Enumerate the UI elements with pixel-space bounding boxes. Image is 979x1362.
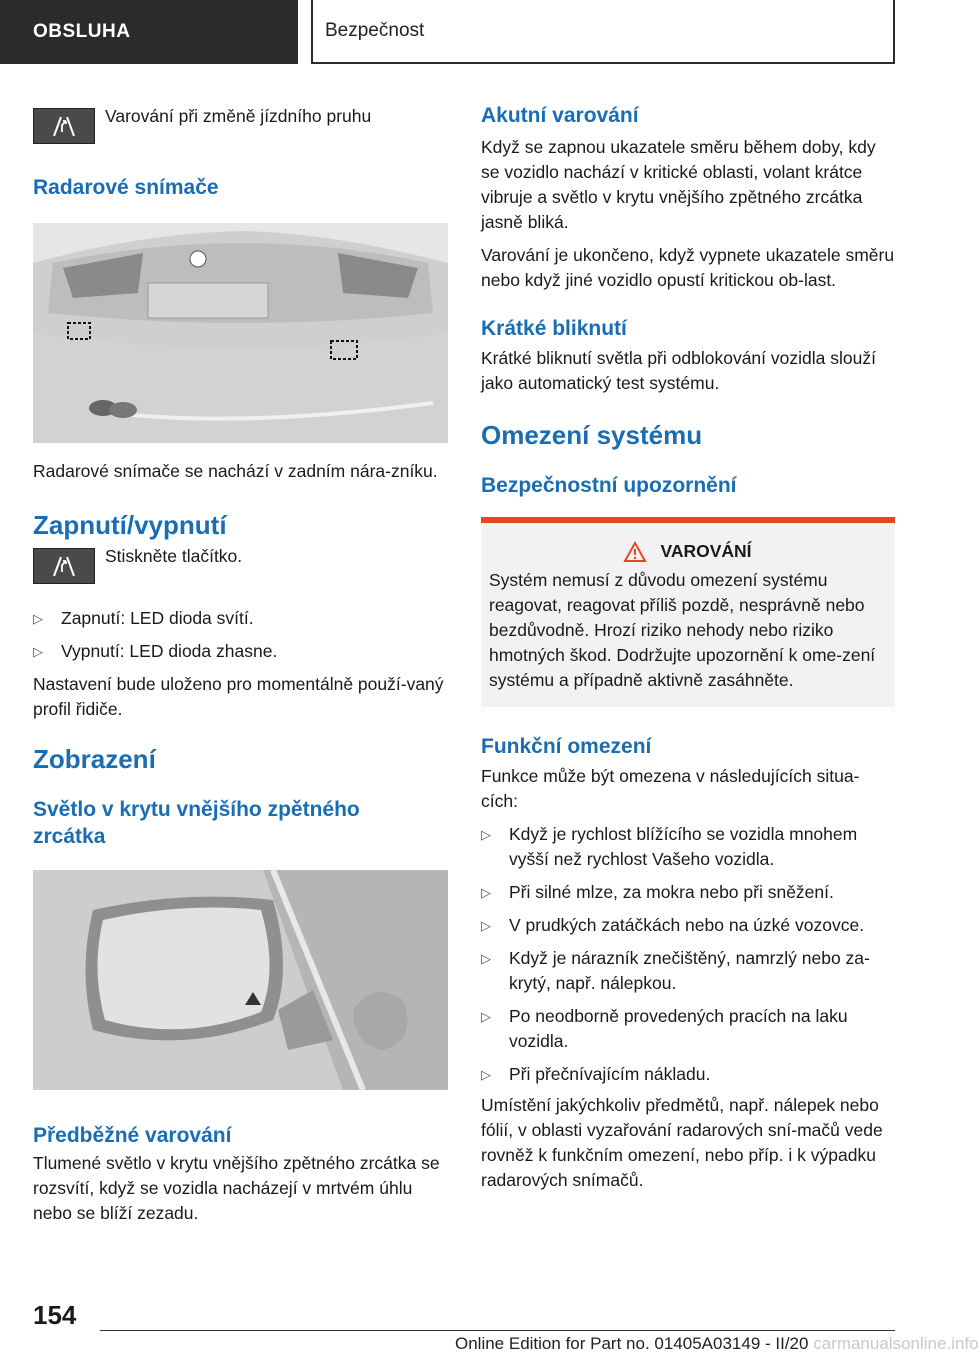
bullet-triangle-icon: ▷: [481, 951, 491, 966]
list-item: [481, 913, 895, 938]
pre-warning-text: Tlumené světlo v krytu vnějšího zpětného zrcátka se rozsvítí, když se vozidla nacházejí v mrtvém úhlu nebo se blíží zezadu.: [33, 1153, 440, 1223]
list-item-text: Po neodborně provedených pracích na laku vozidla.: [509, 1006, 848, 1051]
list-item: [481, 822, 895, 872]
list-item: [481, 1062, 895, 1087]
display-heading: Zobrazení: [33, 744, 156, 774]
list-item-text: Při silné mlze, za mokra nebo při sněžení.: [509, 882, 834, 902]
acute-text-1: Když se zapnou ukazatele směru během doby, kdy se vozidlo nachází v kritické oblasti, volant krátce vibruje a světlo v krytu vnějšího zpětného zrcátka jasně bliká.: [481, 137, 876, 232]
list-item-text: Když je rychlost blížícího se vozidla mnohem vyšší než rychlost Vašeho vozidla.: [509, 824, 858, 869]
acute-heading: Akutní varování: [481, 104, 639, 127]
bullet-triangle-icon: ▷: [481, 1009, 491, 1024]
press-button-text: Stiskněte tlačítko.: [105, 546, 243, 566]
list-item-text: Zapnutí: LED dioda svítí.: [61, 608, 254, 628]
watermark-text: carmanualsonline.info: [813, 1334, 979, 1353]
func-text: Funkce může být omezena v následujících situa-cích:: [481, 766, 860, 811]
func-heading: Funkční omezení: [481, 735, 652, 758]
warning-triangle-icon: [624, 542, 646, 562]
list-item: [481, 946, 895, 996]
left-column: [33, 96, 448, 1226]
list-item: [481, 1004, 895, 1054]
lane-warning-label: Varování při změně jízdního pruhu: [105, 106, 372, 126]
bullet-triangle-icon: ▷: [481, 918, 491, 933]
flash-heading: Krátké bliknutí: [481, 317, 627, 340]
chapter-tab: [311, 0, 895, 64]
side-mirror-image: [33, 870, 448, 1090]
list-item-text: V prudkých zatáčkách nebo na úzké vozovce.: [509, 915, 865, 935]
flash-text: Krátké bliknutí světla při odblokování vozidla slouží jako automatický test systému.: [481, 348, 876, 393]
list-item: [481, 880, 895, 905]
acute-text-2: Varování je ukončeno, když vypnete ukazatele směru nebo když jiné vozidlo opustí kritickou ob-last.: [481, 245, 895, 290]
pre-warning-heading: Předběžné varování: [33, 1124, 232, 1147]
bullet-triangle-icon: ▷: [481, 827, 491, 842]
lane-change-button-icon: [33, 108, 95, 144]
press-button-row: [33, 534, 448, 584]
limits-heading: Omezení systému: [481, 420, 703, 450]
warning-text: Systém nemusí z důvodu omezení systému reagovat, reagovat příliš pozdě, nesprávně nebo bezdůvodně. Hrozí riziko nehody nebo riziko hmotných škod. Dodržujte upozornění k ome-zení systému a případně aktivně zasáhněte.: [489, 570, 876, 690]
safety-heading: Bezpečnostní upozornění: [481, 474, 737, 497]
right-column: [481, 102, 895, 1193]
radar-heading: Radarové snímače: [33, 176, 219, 199]
footer-text: [455, 1334, 979, 1354]
warning-title: VAROVÁNÍ: [660, 541, 752, 561]
warning-box: [481, 517, 895, 707]
mirror-heading: Světlo v krytu vnějšího zpětného zrcátka: [33, 798, 360, 848]
lane-warning-row: [33, 94, 448, 144]
list-item: [33, 639, 448, 664]
saved-text: Nastavení bude uloženo pro momentálně použí-vaný profil řidiče.: [33, 674, 444, 719]
list-item-text: Když je nárazník znečištěný, namrzlý nebo za-krytý, např. nálepkou.: [509, 948, 870, 993]
list-item-text: Vypnutí: LED dioda zhasne.: [61, 641, 278, 661]
closing-text: Umístění jakýchkoliv předmětů, např. nálepek nebo fólií, v oblasti vyzařování radarových sní-mačů vede rovněž k funkčním omezení, nebo příp. i k výpadku radarových snímačů.: [481, 1095, 883, 1190]
bullet-triangle-icon: ▷: [33, 611, 43, 626]
lane-change-button-icon-2: [33, 548, 95, 584]
chapter-label: Bezpečnost: [325, 20, 425, 41]
radar-text: Radarové snímače se nachází v zadním nára-zníku.: [33, 461, 438, 481]
warning-header: [489, 541, 887, 562]
list-item: [33, 606, 448, 631]
bullet-triangle-icon: ▷: [33, 644, 43, 659]
section-label: OBSLUHA: [33, 21, 131, 42]
onoff-heading: Zapnutí/vypnutí: [33, 510, 227, 540]
bullet-triangle-icon: ▷: [481, 1067, 491, 1082]
page-number: 154: [33, 1300, 77, 1330]
onoff-list: [33, 606, 448, 664]
rear-bumper-image: [33, 223, 448, 443]
list-item-text: Při přečnívajícím nákladu.: [509, 1064, 711, 1084]
bullet-triangle-icon: ▷: [481, 885, 491, 900]
section-tab: [0, 0, 298, 64]
func-list: [481, 822, 895, 1087]
footer-divider: [100, 1330, 895, 1331]
edition-text: Online Edition for Part no. 01405A03149 - II/20: [455, 1334, 809, 1353]
